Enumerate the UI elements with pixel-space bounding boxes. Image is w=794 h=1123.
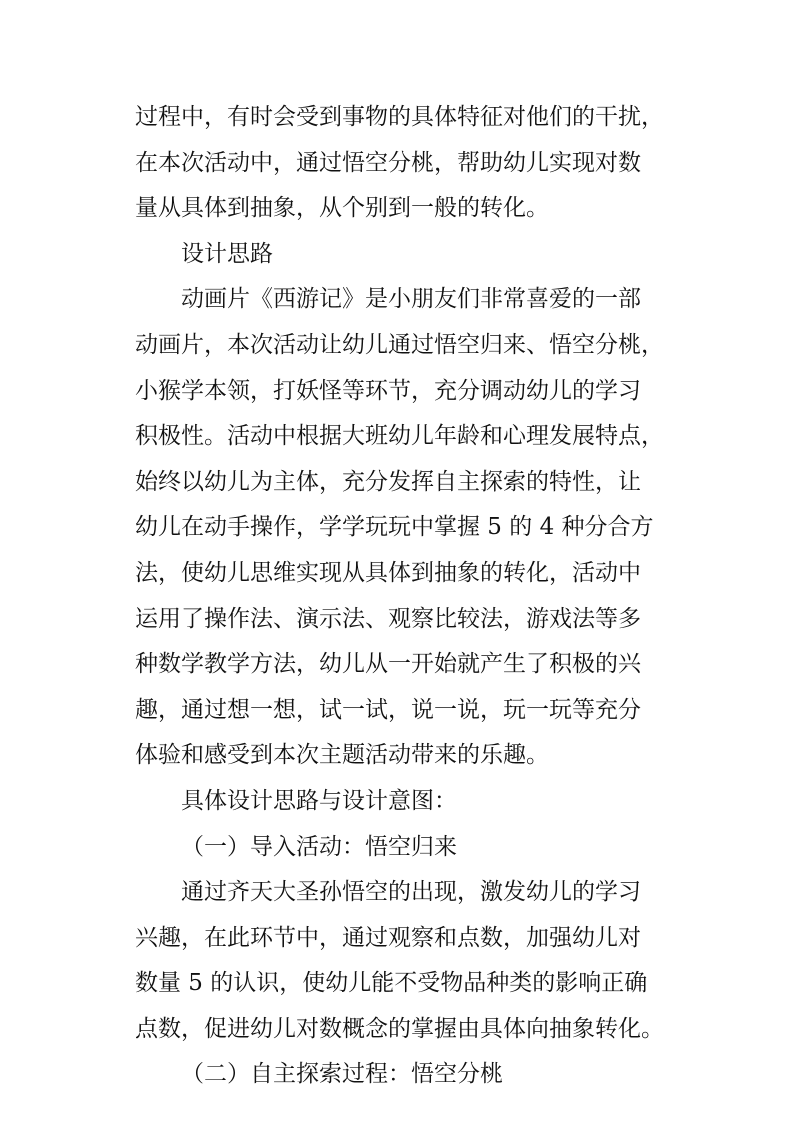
text-line: 过程中，有时会受到事物的具体特征对他们的干扰， — [135, 104, 664, 130]
text-line: 法，使幼儿思维实现从具体到抽象的转化，活动中 — [135, 559, 641, 586]
text-line: 兴趣，在此环节中，通过观察和点数，加强幼儿对 — [135, 924, 641, 951]
text-line: 体验和感受到本次主题活动带来的乐趣。 — [135, 742, 549, 769]
paragraph-start: 动画片《西游记》是小朋友们非常喜爱的一部 — [181, 286, 641, 313]
text-line: 量从具体到抽象，从个别到一般的转化。 — [135, 195, 549, 222]
text-line: 动画片，本次活动让幼儿通过悟空归来、悟空分桃， — [135, 331, 664, 358]
text-line: 种数学教学方法，幼儿从一开始就产生了积极的兴 — [135, 651, 641, 678]
text-line: 在本次活动中，通过悟空分桃，帮助幼儿实现对数 — [135, 149, 641, 176]
text-line: 幼儿在动手操作，学学玩玩中掌握 5 的 4 种分合方 — [135, 514, 654, 541]
text-line: 趣，通过想一想，试一试，说一说，玩一玩等充分 — [135, 696, 641, 723]
subsection-heading: （一）导入活动：悟空归来 — [181, 833, 457, 860]
text-line: 积极性。活动中根据大班幼儿年龄和心理发展特点， — [135, 423, 664, 450]
section-heading: 设计思路 — [181, 240, 273, 267]
paragraph-start: 通过齐天大圣孙悟空的出现，激发幼儿的学习 — [181, 879, 641, 906]
text-line: 数量 5 的认识，使幼儿能不受物品种类的影响正确 — [135, 970, 648, 997]
subsection-heading: （二）自主探索过程：悟空分桃 — [181, 1061, 503, 1088]
text-line: 点数，促进幼儿对数概念的掌握由具体向抽象转化。 — [135, 1015, 664, 1042]
text-line: 小猴学本领，打妖怪等环节，充分调动幼儿的学习 — [135, 377, 641, 404]
body-text — [135, 95, 675, 1098]
section-heading: 具体设计思路与设计意图： — [181, 787, 457, 814]
text-line: 始终以幼儿为主体，充分发挥自主探索的特性，让 — [135, 468, 641, 495]
text-line: 运用了操作法、演示法、观察比较法，游戏法等多 — [135, 605, 641, 632]
